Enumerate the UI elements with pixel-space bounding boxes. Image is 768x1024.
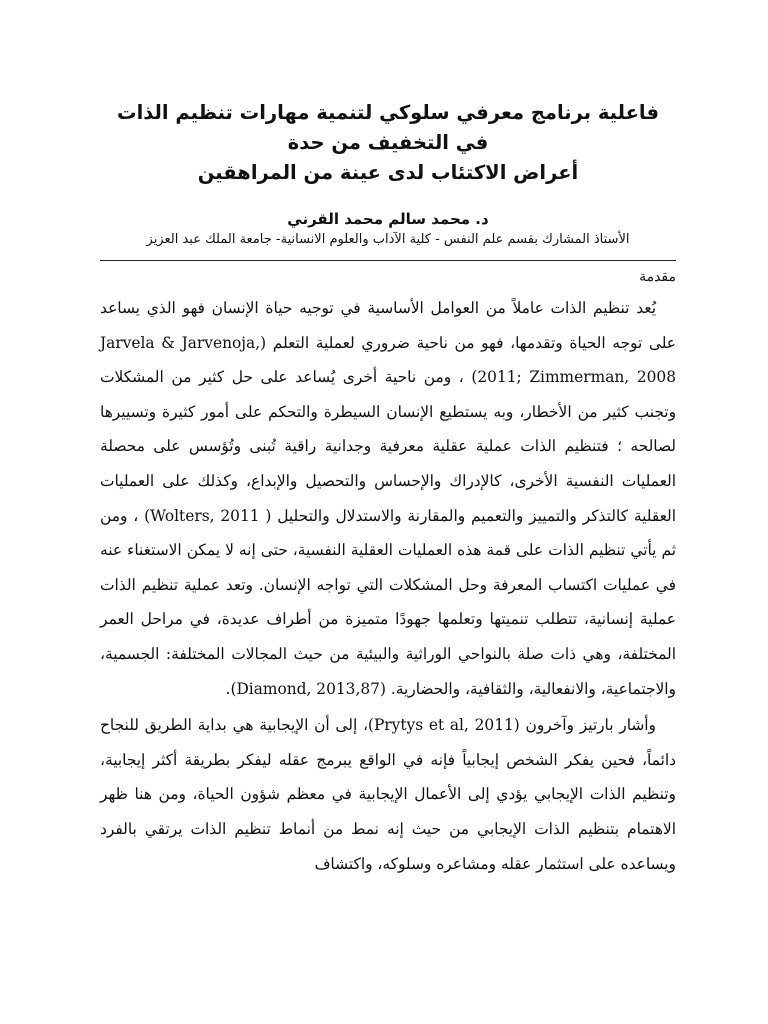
section-heading-introduction: مقدمة (639, 269, 676, 285)
paper-title (100, 98, 676, 188)
author-affiliation: الأستاذ المشارك بقسم علم النفس - كلية الآداب والعلوم الانسانية- جامعة الملك عبد العزيز (146, 232, 630, 247)
header-divider (100, 260, 676, 261)
author-name: د. محمد سالم محمد القرني (287, 210, 489, 228)
body-paragraph-1: يُعد تنظيم الذات عاملاً من العوامل الأساسية في توجيه حياة الإنسان فهو الذي يساعد على توجه الحياة وتقدمها، فهو من ناحية ضروري لعملية التعلم (Jarvela & Jarvenoja, 2011; Zimmerman, 2008) ، ومن ناحية أخرى يُساعد على حل كثير من المشكلات وتجنب كثير من الأخطار، وبه يستطيع الإنسان السيطرة والتحكم على أمور كثيرة وتسييرها لصالحه ؛ فتنظيم الذات عملية عقلية معرفية وجدانية راقية تُبنى وتُؤسس على محصلة العمليات النفسية الأخرى، كالإدراك والإحساس والتحصيل والإبداع، وكذلك على العمليات العقلية كالتذكر والتمييز والتعميم والمقارنة والاستدلال والتحليل ( Wolters, 2011) ، ومن ثم يأتي تنظيم الذات على قمة هذه العمليات العقلية النفسية، حتى إنه لا يمكن الاستغناء عنه في عمليات اكتساب المعرفة وحل المشكلات التي تواجه الإنسان. وتعد عملية تنظيم الذات عملية إنسانية، تتطلب تنميتها وتعلمها جهودًا متميزة من أطراف عديدة، في مراحل العمر المختلفة، وهي ذات صلة بالنواحي الوراثية والبيئية من حيث المجالات المختلفة: الجسمية، والاجتماعية، والانفعالية، والثقافية، والحضارية. (Diamond, 2013,87). (100, 299, 676, 698)
title-line-1: فاعلية برنامج معرفي سلوكي لتنمية مهارات تنظيم الذات في التخفيف من حدة (117, 101, 659, 154)
title-line-2: أعراض الاكتئاب لدى عينة من المراهقين (197, 161, 579, 184)
body-paragraph-2: وأشار بارتيز وآخرون (Prytys et al, 2011)، إلى أن الإيجابية هي بداية الطريق للنجاح دائماً، فحين يفكر الشخص إيجابياً فإنه في الواقع يبرمج عقله ليفكر بطريقة أكثر إيجابية، وتنظيم الذات الإيجابي يؤدي إلى الأعمال الإيجابية في معظم شؤون الحياة، ومن هنا ظهر الاهتمام بتنظيم الذات الإيجابي من حيث إنه نمط من أنماط تنظيم الذات يرتقي بالفرد ويساعده على استثمار عقله ومشاعره وسلوكه، واكتشاف (100, 716, 676, 873)
